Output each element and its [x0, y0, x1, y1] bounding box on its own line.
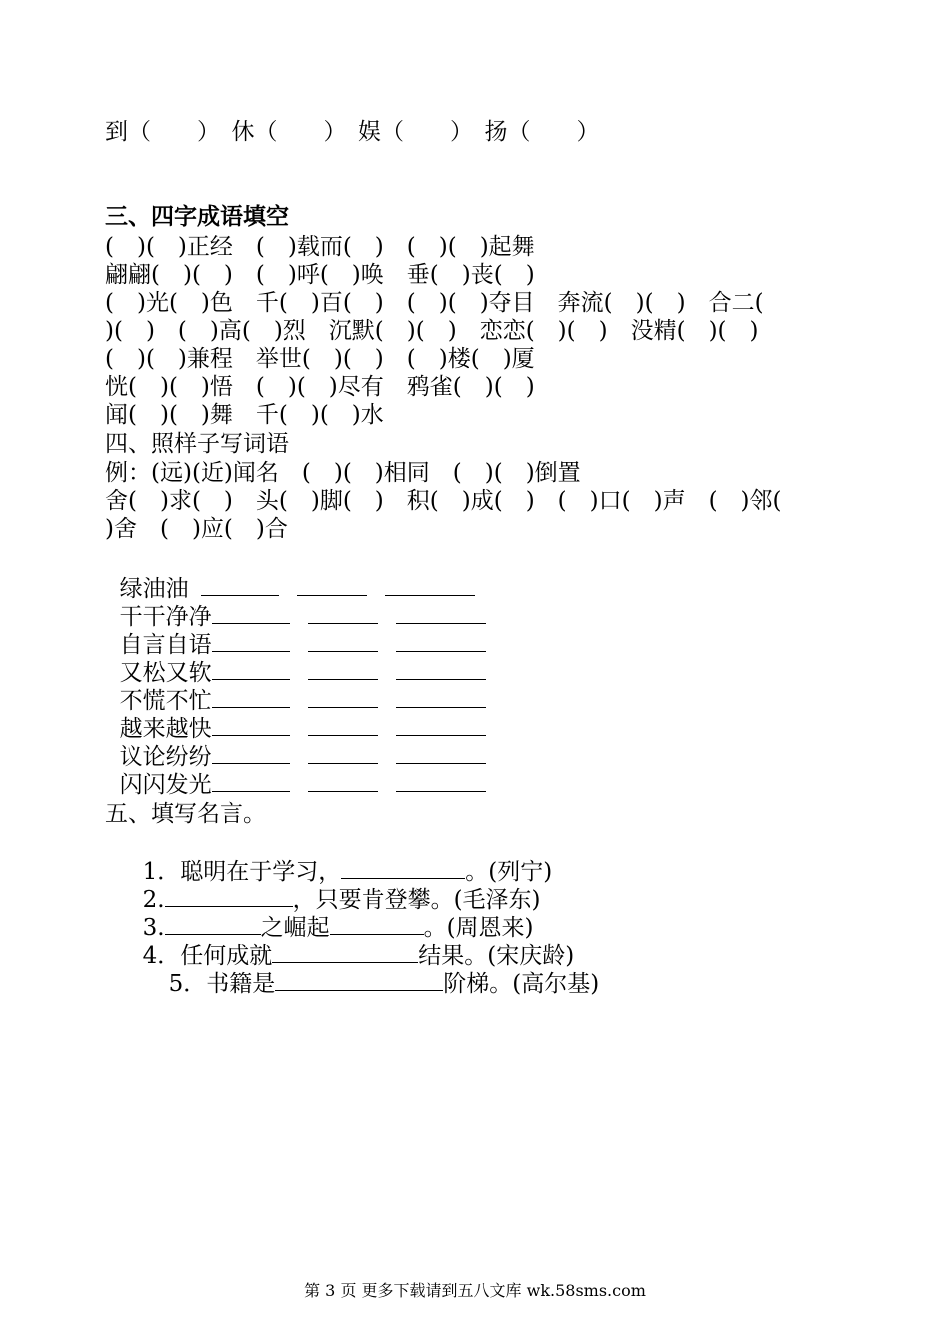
page-footer: 第 3 页 更多下载请到五八文库 wk.58sms.com [304, 1281, 646, 1300]
section5-heading: 五、填写名言。 [105, 801, 266, 827]
idiom-line: 恍( )( )悟 ( )( )尽有 鸦雀( )( ) [105, 374, 535, 400]
quote-source: 结果。(宋庆龄) [418, 943, 575, 969]
quote-text: 3. [142, 915, 165, 941]
word-label: 议论纷纷 [119, 744, 212, 770]
quote-text: 1．聪明在于学习， [142, 859, 342, 885]
word-label: 绿油油 [119, 576, 189, 602]
idiom-line: 翩翩( )( ) ( )呼( )唤 垂( )丧( ) [105, 262, 535, 288]
word-fill-line: 舍( )求( ) 头( )脚( ) 积( )成( ) ( )口( )声 ( )邻( [105, 488, 782, 514]
word-label: 越来越快 [119, 716, 212, 742]
example-line: 例：(远)(近)闻名 ( )( )相同 ( )( )倒置 [105, 460, 581, 486]
answer-blank[interactable] [396, 769, 486, 792]
top-fill-line: 到（ ） 休（ ） 娱（ ） 扬（ ） [105, 119, 600, 145]
quote-item [154, 940, 599, 998]
answer-blank[interactable] [308, 769, 378, 792]
quote-source: 阶梯。(高尔基) [443, 971, 600, 997]
quote-source: 。(周恩来) [423, 915, 534, 941]
word-row [105, 741, 486, 799]
section3-heading: 三、四字成语填空 [105, 203, 289, 230]
answer-blank[interactable] [212, 769, 290, 792]
idiom-line: )( ) ( )高( )烈 沉默( )( ) 恋恋( )( ) 没精( )( ) [105, 318, 759, 344]
idiom-line: ( )光( )色 千( )百( ) ( )( )夺目 奔流( )( ) 合二( [105, 290, 764, 316]
word-label: 自言自语 [119, 632, 212, 658]
quote-text: 之崛起 [260, 915, 330, 941]
idiom-line: ( )( )兼程 举世( )( ) ( )楼( )厦 [105, 346, 535, 372]
quote-source: ，只要肯登攀。(毛泽东) [292, 887, 541, 913]
quote-text: 2. [142, 887, 165, 913]
word-label: 闪闪发光 [119, 772, 212, 798]
word-label: 不慌不忙 [119, 688, 212, 714]
word-fill-line: )舍 ( )应( )合 [105, 516, 288, 542]
idiom-line: 闻( )( )舞 千( )( )水 [105, 402, 384, 428]
quote-source: 。(列宁) [465, 859, 553, 885]
word-label: 又松又软 [119, 660, 212, 686]
section4-heading: 四、照样子写词语 [105, 431, 289, 457]
quote-text: 5．书籍是 [168, 971, 276, 997]
word-label: 干干净净 [119, 604, 212, 630]
answer-blank[interactable] [275, 968, 443, 991]
idiom-line: ( )( )正经 ( )载而( ) ( )( )起舞 [105, 234, 535, 260]
quote-text: 4．任何成就 [142, 943, 273, 969]
